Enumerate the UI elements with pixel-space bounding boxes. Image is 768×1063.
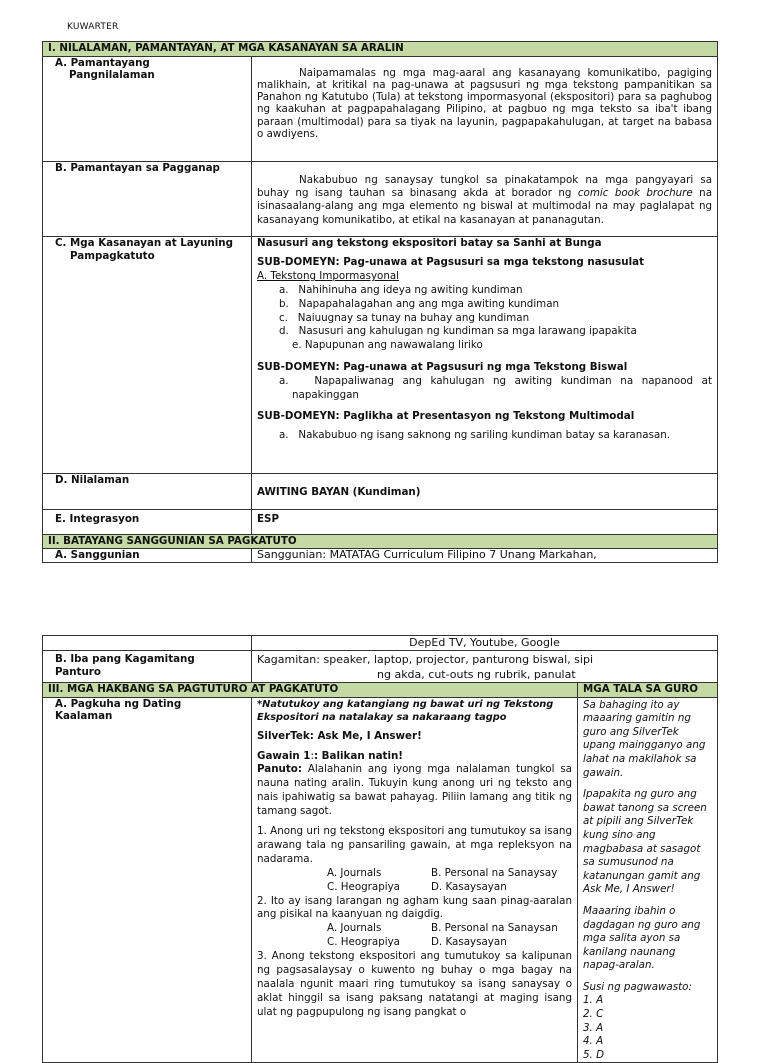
- label-line: Kaalaman: [55, 710, 113, 723]
- other-materials-value: [252, 651, 718, 683]
- option: D. Kasaysayan: [431, 936, 507, 949]
- list-item: e. Napupunan ang nawawalang liriko: [292, 339, 483, 352]
- text-part: Nakabubuo ng sanaysay tungkol sa pinakatampok na mga pangyayari sa buhay ng isang tauhan sa binasang akda at borador ng: [257, 173, 713, 199]
- option: B. Personal na Sanaysan: [431, 922, 558, 935]
- instructions-label: Panuto:: [257, 763, 302, 776]
- materials-line: ng akda, cut-outs ng rubrik, panulat: [377, 668, 576, 681]
- competencies-label: [43, 236, 252, 473]
- label-line: Pangnilalaman: [69, 69, 155, 82]
- performance-standard-label: B. Pamantayan sa Pagganap: [43, 161, 252, 236]
- objective-text: *Natutukoy ang katangiang ng bawat uri ng Tekstong Ekspositori na natalakay sa nakaraang tagpo: [257, 698, 554, 723]
- section-2-title: II. BATAYANG SANGGUNIAN SA PAGKATUTO: [43, 534, 718, 549]
- activity-title: [257, 750, 572, 764]
- content-value: AWITING BAYAN (Kundiman): [252, 473, 718, 509]
- answer-key-item: 5. D: [583, 1048, 605, 1061]
- option: C. Heograpiya: [327, 880, 400, 893]
- question-1: 1. Anong uri ng tekstong ekspositori ang tumutukoy sa isang arawang tala ng pansariling gawain, at mga repleksyon na nadarama.: [257, 825, 572, 865]
- question-2: 2. Ito ay isang larangan ng agham kung saan pinag-aaralan ang pisikal na kaanyuan ng daigdig.: [257, 894, 572, 921]
- answer-key-item: 2. C: [583, 1008, 604, 1021]
- reference-value-cont: DepEd TV, Youtube, Google: [252, 636, 718, 651]
- question-3: 3. Anong tekstong ekspositori ang tumutukoy sa kalipunan ng pagsasalaysay o kuwento ng buhay o mga bagay na naalala ngunit maari ring tumutukoy sa isang sanaysay o aklat hinggil sa isang paksang natatangi at maging isang ulat ng pagpupulong ng isang pangkat o: [257, 950, 572, 1018]
- label-line: A. Pagkuha ng Dating: [55, 697, 182, 710]
- teacher-notes: [578, 697, 718, 1063]
- competency-heading: Nasusuri ang tekstong ekspositori batay sa Sanhi at Bunga: [257, 236, 602, 249]
- list-item: a. Nakabubuo ng isang saknong ng sariling kundiman batay sa karanasan.: [279, 429, 671, 442]
- option: D. Kasaysayan: [431, 880, 507, 893]
- list-item: a. Napapaliwanag ang kahulugan ng awiting kundiman na napanood at napakinggan: [279, 374, 713, 401]
- step-a-content: [252, 697, 578, 1063]
- question-2-options: [257, 922, 572, 936]
- option: B. Personal na Sanaysay: [431, 866, 558, 879]
- reference-value: Sanggunian: MATATAG Curriculum Filipino 7 Unang Markahan,: [252, 549, 718, 563]
- note: Ipapakita ng guro ang bawat tanong sa screen at pipili ang SilverTek kung sino ang magbabasa at sasagot sa sumusunod na katanungan gamit ang Ask Me, I Answer!: [583, 788, 707, 896]
- answer-key-item: 3. A: [583, 1021, 604, 1034]
- note: Sa bahaging ito ay maaaring gamitin ng guro ang SilverTek upang maingganyo ang lahat na makilahok sa gawain.: [583, 698, 706, 779]
- content-standard-text: Naipamamalas ng mga mag-aaral ang kasanayang komunikatibo, pagiging malikhain, at kritikal na pag-unawa at pagsusuri ng mga tekstong pampanitikan sa Panahon ng Katutubo (Tula) at tekstong impormasyonal (ekspositori) para sa paghubog ng kaakuhan at pagpapahalagang Pilipino, at pagbuo ng mga teksto sa iba't ibang paraan (multimodal) para sa tiyak na layunin, pagpapakahulugan, at target na babasa o awdiyens.: [252, 56, 718, 161]
- other-materials-label: [43, 651, 252, 683]
- answer-key-item: 1. A: [583, 994, 604, 1007]
- option: C. Heograpiya: [327, 936, 400, 949]
- question-1-options: [257, 881, 572, 895]
- game-title: SilverTek: Ask Me, I Answer!: [257, 729, 422, 742]
- label-line: Pampagkatuto: [70, 249, 155, 262]
- question-1-options: [257, 867, 572, 881]
- reference-label-cont: [43, 636, 252, 651]
- lesson-plan-table-2: [42, 635, 718, 1063]
- integration-label: E. Integrasyon: [43, 509, 252, 534]
- answer-key-title: Susi ng pagwawasto:: [583, 980, 692, 993]
- list-item: a. Nahihinuha ang ideya ng awiting kundiman: [279, 283, 523, 296]
- instructions-text: Alalahanin ang iyong mga nalalaman tungkol sa nauna nating aralin. Tukuyin kung anong uri ng teksto ang nais ipahiwatig sa bawat pahayag. Piliin lamang ang titik ng tamang sagot.: [257, 763, 572, 818]
- materials-line: Kagamitan: speaker, laptop, projector, panturong biswal, sipi: [257, 653, 594, 666]
- content-label: D. Nilalaman: [43, 473, 252, 509]
- notes-title: MGA TALA SA GURO: [578, 683, 718, 698]
- list-item: d. Nasusuri ang kahulugan ng kundiman sa mga larawang ipapakita: [279, 325, 637, 338]
- answer-key-item: 4. A: [583, 1035, 604, 1048]
- subdomain-3: SUB-DOMEYN: Paglikha at Presentasyon ng Tekstong Multimodal: [257, 410, 635, 423]
- option: A. Journals: [327, 922, 382, 935]
- list-item: b. Napapahalagahan ang ang mga awiting kundiman: [279, 297, 560, 310]
- instructions: [257, 763, 572, 819]
- lesson-plan-table-1: [42, 41, 718, 563]
- subdomain-1-link: A. Tekstong Impormasyonal: [257, 270, 400, 283]
- reference-label: A. Sanggunian: [43, 549, 252, 563]
- content-standard-label: [43, 56, 252, 161]
- list-item: c. Naiuugnay sa tunay na buhay ang kundiman: [279, 311, 530, 324]
- section-3-title: III. MGA HAKBANG SA PAGTUTURO AT PAGKATUTO: [43, 683, 578, 698]
- step-a-label: [43, 697, 252, 1063]
- competencies-content: [252, 236, 718, 473]
- label-line: Panturo: [55, 665, 101, 678]
- option: A. Journals: [327, 866, 382, 879]
- note: Maaaring ibahin o dagdagan ng guro ang mga salita ayon sa kanilang naunang napag-aralan.: [583, 904, 701, 972]
- integration-value: ESP: [252, 509, 718, 534]
- subdomain-2: SUB-DOMEYN: Pag-unawa at Pagsusuri ng mga Tekstong Biswal: [257, 360, 628, 373]
- quarter-label: KUWARTER: [67, 22, 119, 32]
- text-emphasis: comic book brochure: [577, 187, 693, 199]
- activity-number: Gawain 1: [257, 749, 311, 762]
- subdomain-1: SUB-DOMEYN: Pag-unawa at Pagsusuri sa mga tekstong nasusulat: [257, 256, 644, 269]
- performance-standard-text: [252, 161, 718, 236]
- label-line: C. Mga Kasanayan at Layuning: [55, 236, 233, 249]
- text-part: na isinasaalang-alang ang mga elemento ng biswal at multimodal na may paglalapat ng kasanayang komunikatibo, at etikal na kasanayan at pananagutan.: [257, 187, 713, 226]
- label-line: B. Iba pang Kagamitang: [55, 653, 195, 665]
- activity-name: : Balikan natin!: [313, 749, 403, 762]
- label-line: A. Pamantayang: [55, 56, 150, 69]
- section-1-title: I. NILALAMAN, PAMANTAYAN, AT MGA KASANAYAN SA ARALIN: [43, 42, 718, 57]
- activity-colon: :: [310, 749, 314, 762]
- question-2-options: [257, 936, 572, 950]
